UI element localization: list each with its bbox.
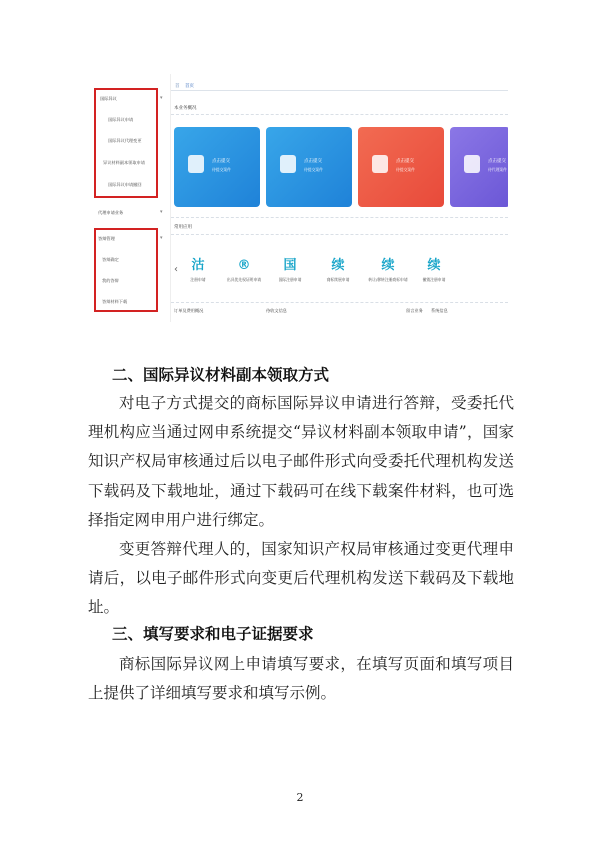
quick-app[interactable]: [176, 257, 220, 283]
app-icon: ®: [237, 258, 251, 273]
menu-item[interactable]: 答辩材料下载: [102, 299, 128, 304]
divider: [171, 302, 508, 303]
menu-item[interactable]: 我的答辩: [102, 278, 119, 283]
overview-card[interactable]: [450, 127, 508, 207]
divider: [171, 234, 508, 235]
panel-title: 订单及费用概况: [174, 308, 204, 313]
quick-app[interactable]: [366, 257, 410, 283]
card-subtitle: 待提交案件: [212, 167, 231, 172]
quick-app[interactable]: [222, 257, 266, 283]
document-icon: [280, 155, 296, 173]
overview-card[interactable]: [358, 127, 444, 207]
chevron-down-icon: ▾: [160, 235, 163, 241]
app-icon: 续: [381, 258, 395, 273]
app-icon: 续: [331, 258, 345, 273]
card-title: 点击提交: [212, 159, 230, 164]
chevron-down-icon: ▾: [160, 209, 163, 215]
menu-item[interactable]: 异议材料副本领取申请: [103, 160, 145, 165]
document-icon: [188, 155, 204, 173]
chevron-left-icon[interactable]: ‹: [174, 264, 178, 275]
paragraph-2: 变更答辩代理人的，国家知识产权局审核通过变更代理申请后，以电子邮件形式向变更后代理机构发送下载码及下载地址。: [88, 540, 514, 617]
app-label: 商标续展申请: [326, 277, 350, 282]
app-label: 注册申请: [190, 277, 206, 282]
page-number: 2: [296, 791, 304, 804]
paragraph-3: 商标国际异议网上申请填写要求，在填写页面和填写项目上提供了详细填写要求和填写示例。: [88, 655, 514, 703]
card-subtitle: 待代理案件: [488, 167, 507, 172]
menu-item[interactable]: 国际异议申请撤回: [108, 182, 142, 187]
menu-item[interactable]: 答辩确定: [102, 257, 119, 262]
section-heading-2: 二、国际异议材料副本领取方式: [112, 366, 330, 384]
app-label: 出具优先权证明申请: [226, 277, 262, 282]
app-label: 撤销注册申请: [422, 277, 446, 282]
system-screenshot: [90, 74, 508, 322]
app-label: 转让/移转注册商标申请: [368, 277, 408, 282]
card-title: 点击提交: [304, 159, 322, 164]
menu-group-reply[interactable]: 答辩管理: [98, 236, 115, 241]
card-subtitle: 待提交案件: [304, 167, 323, 172]
section-title-overview: 本业务概况: [174, 106, 197, 111]
section-title-common: 常用应用: [174, 225, 192, 230]
panel-title: 留言业务: [406, 308, 423, 313]
overview-card[interactable]: [174, 127, 260, 207]
tab-home[interactable]: 首页: [185, 84, 194, 89]
menu-group-agency[interactable]: 代理申请业务: [98, 210, 124, 215]
menu-item[interactable]: 国际异议申请: [108, 117, 134, 122]
card-title: 点击提交: [396, 159, 414, 164]
divider: [171, 114, 508, 115]
panel-title: 待收文信息: [266, 308, 287, 313]
app-icon: 沽: [191, 258, 205, 273]
app-icon: 国: [283, 258, 297, 273]
menu-group-objection[interactable]: 国际异议: [100, 96, 117, 101]
tab-home-short[interactable]: 首: [175, 84, 180, 89]
paragraph-1: 对电子方式提交的商标国际异议申请进行答辩，受委托代理机构应当通过网申系统提交“异议材料副本领取申请”，国家知识产权局审核通过后以电子邮件形式向受委托代理机构发送下载码及下载地址，通过下载码可在线下载案件材料，也可选择指定网申用户进行绑定。: [88, 394, 514, 529]
menu-item[interactable]: 国际异议代理变更: [108, 138, 142, 143]
panel-title: 系统信息: [431, 308, 448, 313]
app-icon: 续: [427, 258, 441, 273]
quick-app[interactable]: [268, 257, 312, 283]
divider: [171, 217, 508, 218]
app-label: 国际注册申请: [278, 277, 302, 282]
chevron-down-icon: ▾: [160, 95, 163, 101]
card-title: 点击提交: [488, 159, 506, 164]
document-icon: [372, 155, 388, 173]
quick-app[interactable]: [412, 257, 456, 283]
section-heading-3: 三、填写要求和电子证据要求: [112, 625, 314, 643]
tab-bar: [171, 78, 508, 91]
card-subtitle: 待提交案件: [396, 167, 415, 172]
yen-icon: [464, 155, 480, 173]
overview-card[interactable]: [266, 127, 352, 207]
quick-app[interactable]: [316, 257, 360, 283]
